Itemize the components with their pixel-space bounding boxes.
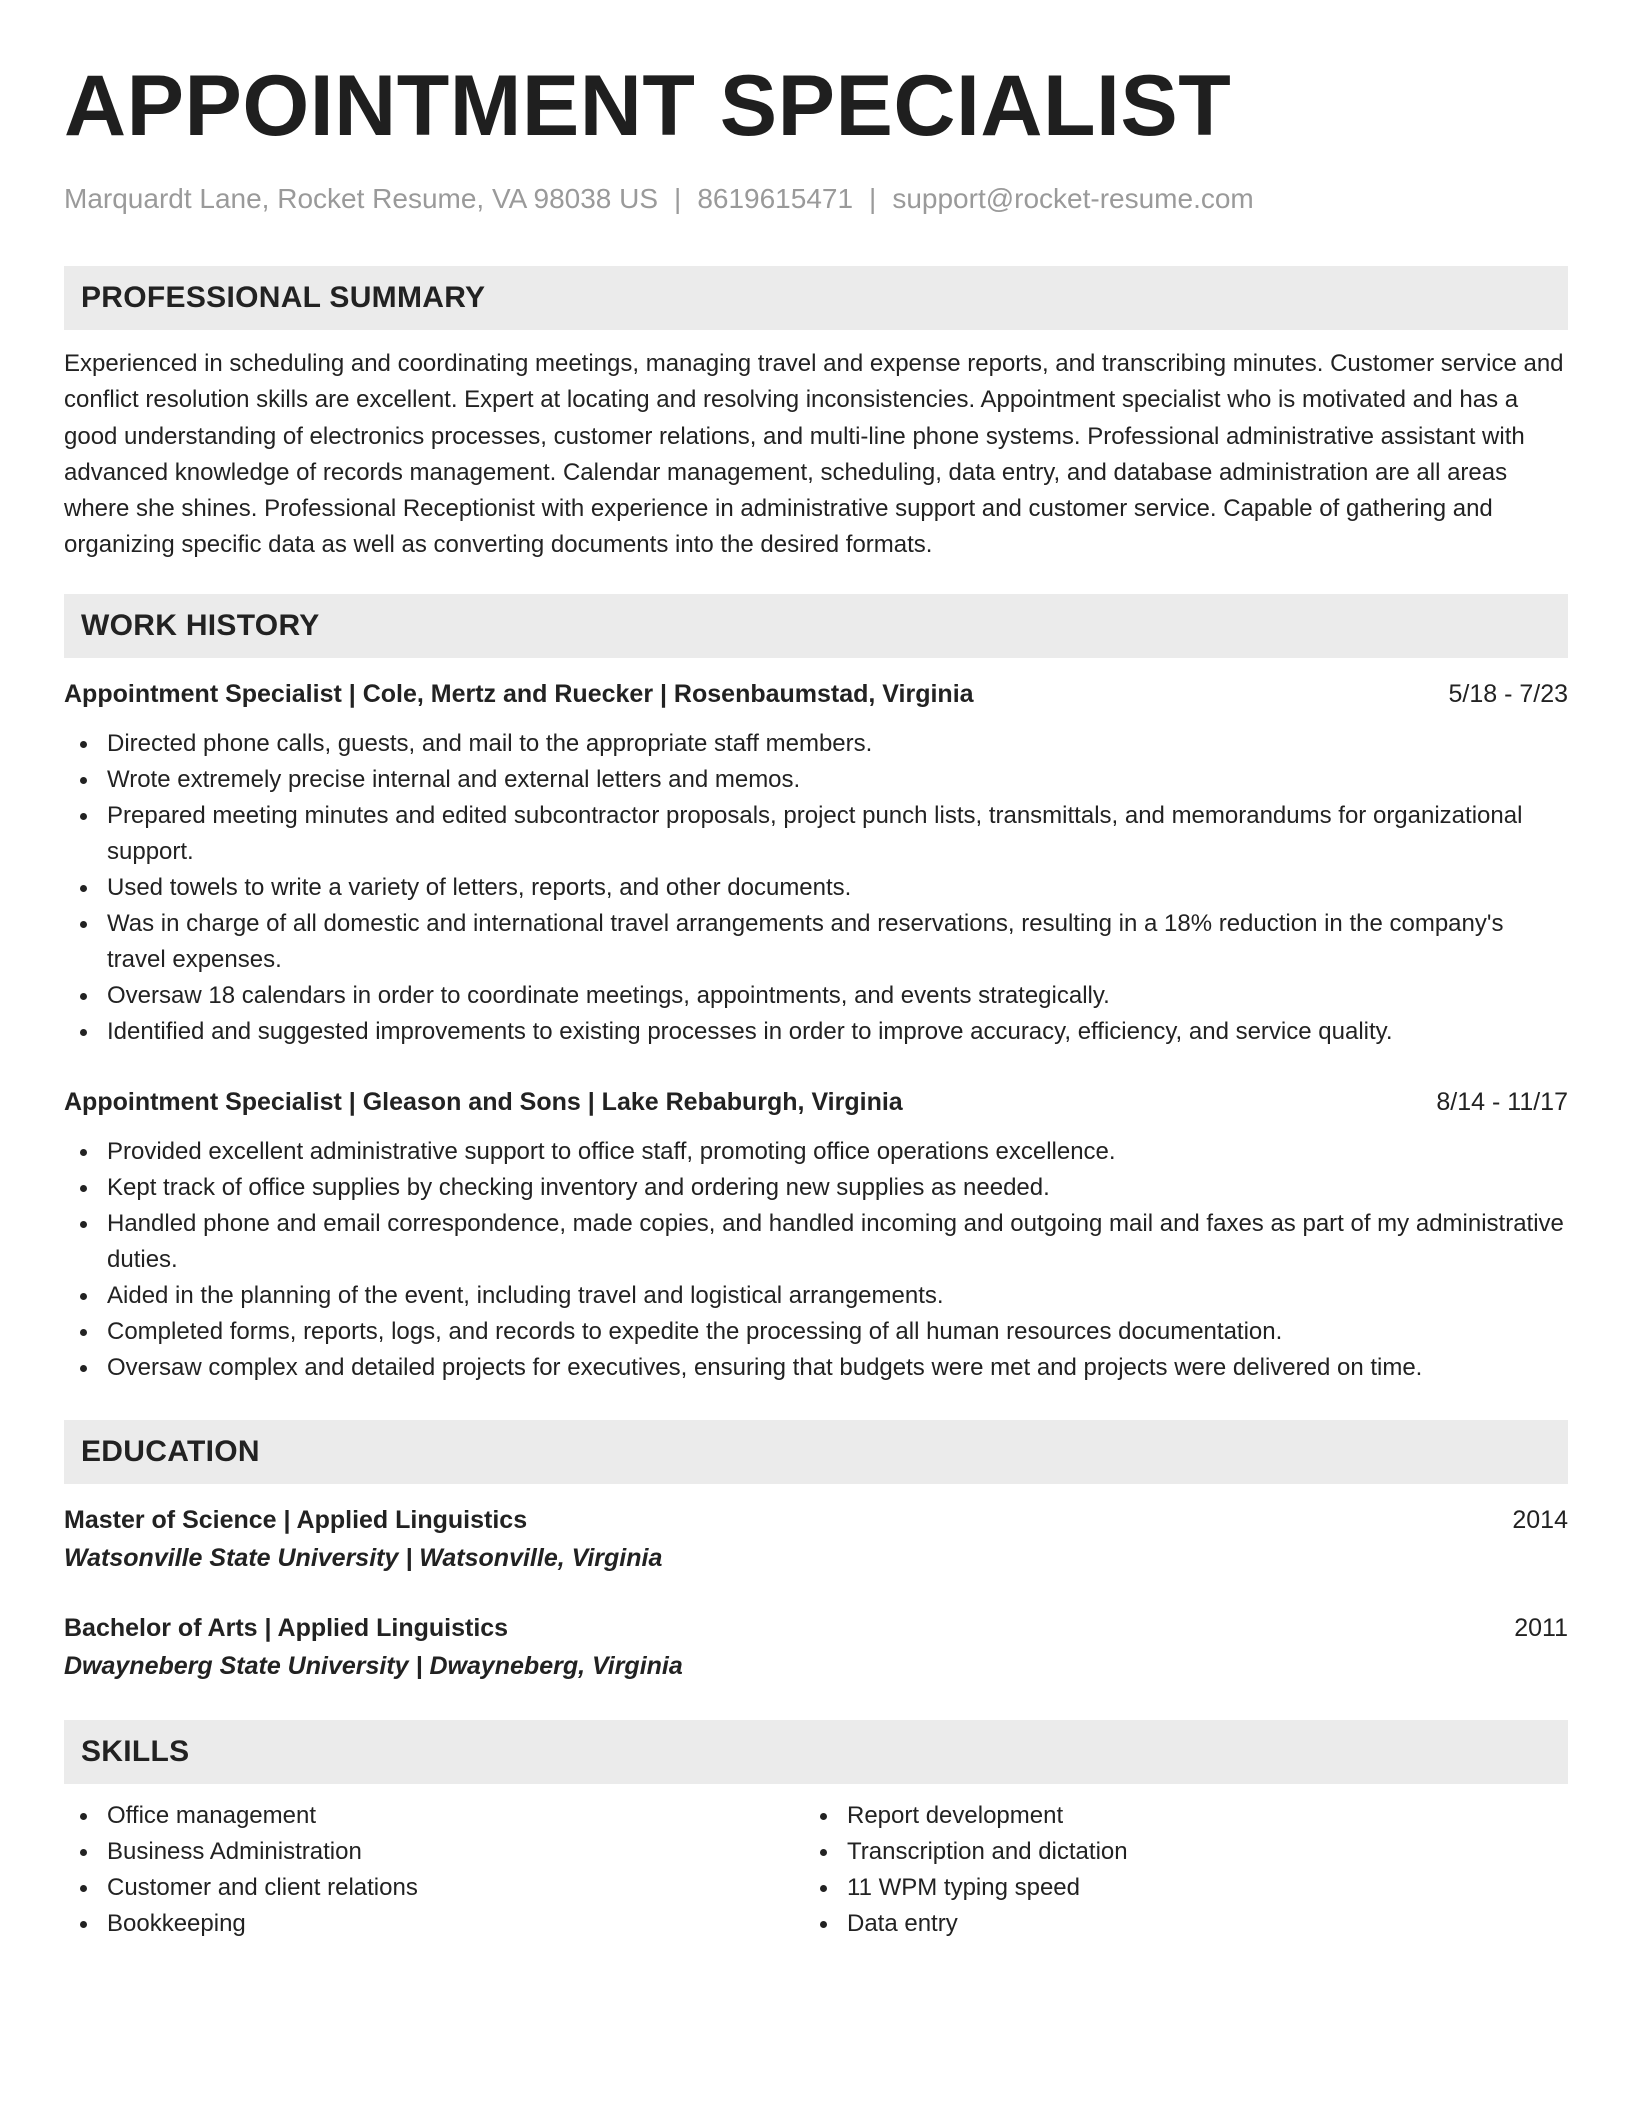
job-bullet: Directed phone calls, guests, and mail to the appropriate staff members. — [64, 726, 1568, 762]
section-header-skills: SKILLS — [64, 1720, 1568, 1784]
education-year: 2011 — [1514, 1613, 1568, 1642]
job-bullet: Completed forms, reports, logs, and records to expedite the processing of all human resources documentation. — [64, 1314, 1568, 1350]
education-school: Dwayneberg State University | Dwayneberg, Virginia — [64, 1651, 683, 1680]
education-degree: Master of Science | Applied Linguistics — [64, 1505, 528, 1534]
education-entry — [64, 1610, 1568, 1686]
section-header-work-history: WORK HISTORY — [64, 594, 1568, 658]
job-dates: 8/14 - 11/17 — [1436, 1087, 1568, 1116]
job-bullet: Provided excellent administrative support to office staff, promoting office operations excellence. — [64, 1134, 1568, 1170]
job-bullet: Handled phone and email correspondence, made copies, and handled incoming and outgoing mail and faxes as part of my administrative duties. — [64, 1206, 1568, 1278]
job-bullets — [64, 726, 1568, 1050]
skill-item: Customer and client relations — [64, 1870, 804, 1906]
skill-item: Bookkeeping — [64, 1906, 804, 1942]
summary-text: Experienced in scheduling and coordinating meetings, managing travel and expense reports, and transcribing minutes. Customer service and conflict resolution skills are excellent. Expert at locating and resolving inconsistencies. Appointment specialist who is motivated and has a good understanding of electronics processes, customer relations, and multi-line phone systems. Professional administrative assistant with advanced knowledge of records management. Calendar management, scheduling, data entry, and database administration are all areas where she shines. Professional Receptionist with experience in administrative support and customer service. Capable of gathering and organizing specific data as well as converting documents into the desired formats. — [64, 350, 1564, 559]
education-entry — [64, 1502, 1568, 1578]
skills-list — [64, 1798, 1568, 1942]
skills-column-right — [804, 1798, 1544, 1942]
contact-address: Marquardt Lane, Rocket Resume, VA 98038 US — [64, 183, 659, 214]
skill-item: Office management — [64, 1798, 804, 1834]
contact-email: support@rocket-resume.com — [892, 183, 1254, 214]
job-dates: 5/18 - 7/23 — [1448, 679, 1568, 708]
education-header — [64, 1610, 1568, 1646]
job-bullet: Was in charge of all domestic and international travel arrangements and reservations, resulting in a 18% reduction in the company's travel expenses. — [64, 906, 1568, 978]
job-bullet: Identified and suggested improvements to existing processes in order to improve accuracy, efficiency, and service quality. — [64, 1014, 1568, 1050]
job-header — [64, 1084, 1568, 1120]
job-entry — [64, 676, 1568, 1050]
job-title: Appointment Specialist | Cole, Mertz and Ruecker | Rosenbaumstad, Virginia — [64, 679, 974, 708]
job-bullet: Prepared meeting minutes and edited subcontractor proposals, project punch lists, transmittals, and memorandums for organizational support. — [64, 798, 1568, 870]
job-entry — [64, 1084, 1568, 1386]
skill-item: Report development — [804, 1798, 1544, 1834]
job-header — [64, 676, 1568, 712]
education-degree: Bachelor of Arts | Applied Linguistics — [64, 1613, 509, 1642]
job-bullet: Oversaw 18 calendars in order to coordinate meetings, appointments, and events strategically. — [64, 978, 1568, 1014]
skill-item: Transcription and dictation — [804, 1834, 1544, 1870]
contact-line — [64, 182, 1568, 216]
job-bullet: Wrote extremely precise internal and external letters and memos. — [64, 762, 1568, 798]
job-bullet: Oversaw complex and detailed projects for executives, ensuring that budgets were met and projects were delivered on time. — [64, 1350, 1568, 1386]
skills-column-left — [64, 1798, 804, 1942]
job-bullet: Kept track of office supplies by checking inventory and ordering new supplies as needed. — [64, 1170, 1568, 1206]
contact-separator: | — [869, 183, 877, 214]
resume-title: APPOINTMENT SPECIALIST — [64, 58, 1232, 154]
education-header — [64, 1502, 1568, 1538]
section-header-education: EDUCATION — [64, 1420, 1568, 1484]
education-school: Watsonville State University | Watsonville, Virginia — [64, 1543, 663, 1572]
education-year: 2014 — [1512, 1505, 1568, 1534]
skill-item: Data entry — [804, 1906, 1544, 1942]
job-bullet: Aided in the planning of the event, including travel and logistical arrangements. — [64, 1278, 1568, 1314]
job-bullets — [64, 1134, 1568, 1386]
job-title: Appointment Specialist | Gleason and Sons | Lake Rebaburgh, Virginia — [64, 1087, 903, 1116]
contact-separator: | — [674, 183, 682, 214]
skill-item: 11 WPM typing speed — [804, 1870, 1544, 1906]
contact-phone: 8619615471 — [697, 183, 854, 214]
skill-item: Business Administration — [64, 1834, 804, 1870]
job-bullet: Used towels to write a variety of letters, reports, and other documents. — [64, 870, 1568, 906]
section-header-summary: PROFESSIONAL SUMMARY — [64, 266, 1568, 330]
